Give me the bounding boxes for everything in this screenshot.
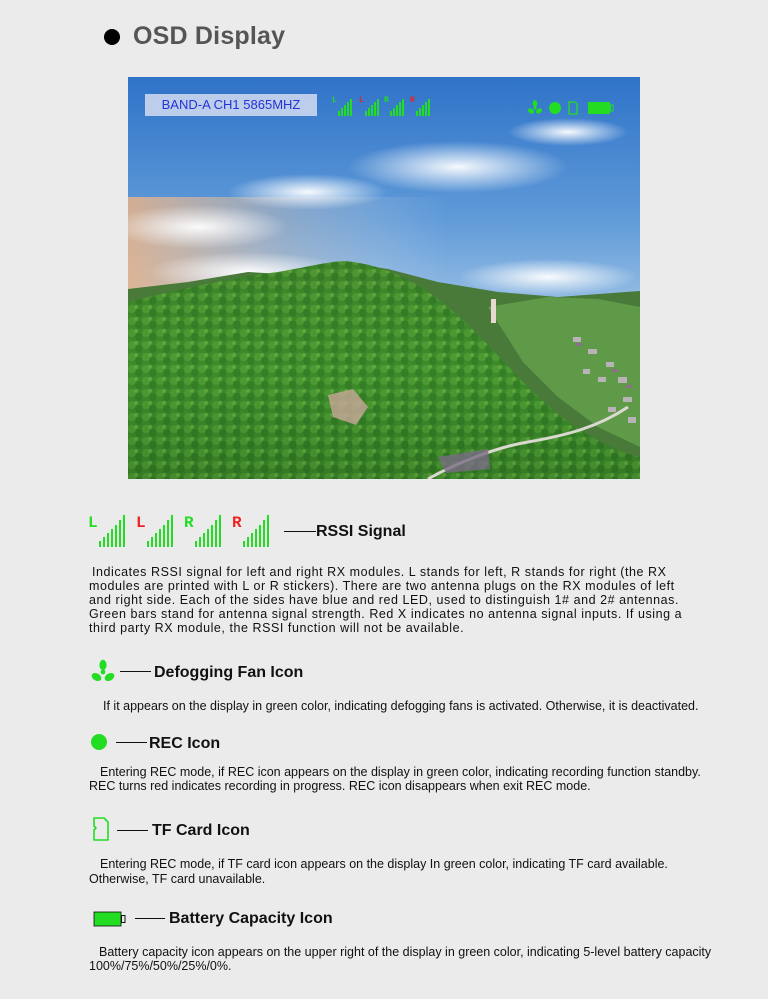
battery-capacity-icon: [93, 911, 127, 927]
rssi-letter-l1: L: [88, 514, 98, 532]
rec-line-1: Entering REC mode, if REC icon appears on the display in green color, indicating recording function standby.: [100, 765, 701, 779]
rssi-leader-line: [284, 531, 316, 532]
osd-rssi-letter-l2: L: [359, 96, 364, 105]
osd-battery-icon: [588, 102, 613, 114]
battery-line-1: Battery capacity icon appears on the upper right of the display in green color, indicating 5-level battery capacity: [99, 945, 712, 959]
osd-rssi-letter-l1: L: [332, 96, 337, 105]
tf-card-title: TF Card Icon: [152, 822, 250, 839]
battery-leader-line: [135, 918, 165, 919]
defogging-fan-icon: [90, 659, 116, 685]
rec-leader-line: [116, 742, 147, 743]
tf-line-1: Entering REC mode, if TF card icon appears on the display In green color, indicating TF card available.: [100, 857, 668, 871]
rssi-line-1: Indicates RSSI signal for left and right RX modules. L stands for left, R stands for right (the RX: [92, 565, 667, 579]
fan-line-1: If it appears on the display in green color, indicating defogging fans is activated. Otherwise, it is deactivated.: [103, 699, 699, 713]
defogging-fan-title: Defogging Fan Icon: [154, 664, 304, 681]
battery-capacity-title: Battery Capacity Icon: [169, 910, 333, 927]
tf-leader-line: [117, 830, 148, 831]
fan-leader-line: [120, 671, 151, 672]
osd-rssi-letter-r2: R: [410, 96, 415, 105]
title-bullet-icon: [104, 29, 120, 45]
osd-tf-card-icon: [569, 102, 577, 114]
osd-status-icons: [527, 99, 617, 117]
rec-icon: [91, 734, 107, 750]
rssi-letter-r2: R: [232, 514, 242, 532]
rssi-line-3: and right side. Each of the sides have blue and red LED, used to distinguish 1# and 2# antennas.: [89, 593, 679, 607]
rec-icon-title: REC Icon: [149, 735, 221, 752]
tf-card-icon: [90, 816, 112, 842]
battery-line-2: 100%/75%/50%/25%/0%.: [89, 959, 232, 973]
rec-line-2: REC turns red indicates recording in progress. REC icon disappears when exit REC mode.: [89, 779, 591, 793]
tf-line-2: Otherwise, TF card unavailable.: [89, 872, 266, 886]
osd-rssi-bars: [330, 94, 440, 118]
rssi-letter-l2: L: [136, 514, 146, 532]
rssi-letter-r1: R: [184, 514, 194, 532]
osd-band-channel-label: BAND-A CH1 5865MHZ: [145, 94, 317, 116]
landscape-photo: [128, 77, 640, 479]
rssi-signal-icon: [86, 510, 281, 550]
rssi-line-4: Green bars stand for antenna signal strength. Red X indicates no antenna signal inputs. If using a: [89, 607, 683, 621]
rssi-line-2: modules are printed with L or R stickers). There are two antenna plugs on the RX modules of left: [89, 579, 675, 593]
osd-rec-icon: [549, 102, 561, 114]
osd-fan-icon: [527, 100, 543, 115]
osd-rssi-letter-r1: R: [384, 96, 389, 105]
rssi-line-5: third party RX module, the RSSI function will not be available.: [89, 621, 465, 635]
page-title: OSD Display: [133, 22, 286, 50]
osd-preview-image: [128, 77, 640, 479]
rssi-signal-title: RSSI Signal: [316, 523, 406, 540]
